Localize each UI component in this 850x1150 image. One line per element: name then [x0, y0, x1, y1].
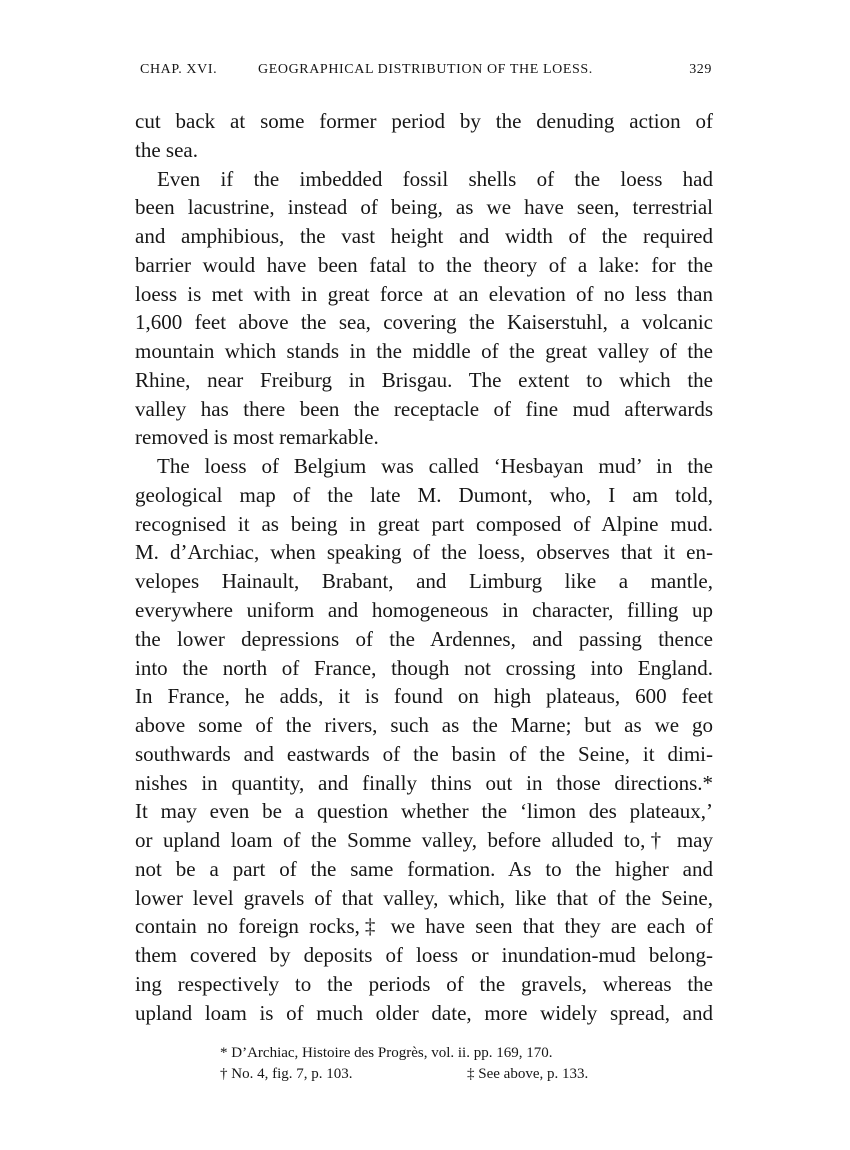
text-line: nishes in quantity, and finally thins out in those directions.* — [135, 770, 713, 795]
footnote-double-dagger: ‡ See above, p. 133. — [467, 1066, 589, 1082]
text-line: valley has there been the receptacle of fine mud afterwards — [135, 396, 713, 421]
text-line: upland loam is of much older date, more widely spread, and — [135, 1000, 713, 1025]
text-line: the lower depressions of the Ardennes, and passing thence — [135, 626, 713, 651]
footnote-row — [220, 1064, 650, 1085]
text-line: Rhine, near Freiburg in Brisgau. The extent to which the — [135, 367, 713, 392]
text-line: them covered by deposits of loess or inundation-mud belong- — [135, 943, 713, 968]
footnote-dagger: † No. 4, fig. 7, p. 103. — [220, 1066, 353, 1082]
text-line: velopes Hainault, Brabant, and Limburg like a mantle, — [135, 569, 713, 594]
footnote-star: * D’Archiac, Histoire des Progrès, vol. ii. pp. 169, 170. — [220, 1045, 553, 1061]
chapter-title: GEOGRAPHICAL DISTRIBUTION OF THE LOESS. — [258, 62, 593, 77]
text-line: above some of the rivers, such as the Marne; but as we go — [135, 713, 713, 738]
text-line: barrier would have been fatal to the theory of a lake: for the — [135, 252, 713, 277]
running-header — [140, 62, 712, 84]
text-line: southwards and eastwards of the basin of the Seine, it dimi- — [135, 741, 713, 766]
text-line: Even if the imbedded fossil shells of the loess had — [157, 166, 713, 191]
text-line: loess is met with in great force at an elevation of no less than — [135, 281, 713, 306]
chapter-label: CHAP. XVI. — [140, 62, 218, 77]
text-line: or upland loam of the Somme valley, before alluded to,† may — [135, 828, 713, 853]
text-line: into the north of France, though not crossing into England. — [135, 655, 713, 680]
text-line: The loess of Belgium was called ‘Hesbayan mud’ in the — [157, 454, 713, 479]
footnotes — [220, 1043, 650, 1085]
text-line: geological map of the late M. Dumont, who, I am told, — [135, 482, 713, 507]
page-number: 329 — [689, 62, 712, 77]
text-line: and amphibious, the vast height and width of the required — [135, 224, 713, 249]
text-line: the sea. — [135, 137, 198, 162]
text-line: It may even be a question whether the ‘limon des plateaux,’ — [135, 799, 713, 824]
text-line: been lacustrine, instead of being, as we have seen, terrestrial — [135, 195, 713, 220]
text-line: ing respectively to the periods of the gravels, whereas the — [135, 971, 713, 996]
text-line: not be a part of the same formation. As to the higher and — [135, 856, 713, 881]
text-line: everywhere uniform and homogeneous in character, filling up — [135, 598, 713, 623]
footnote-row — [220, 1043, 650, 1064]
text-line: mountain which stands in the middle of the great valley of the — [135, 339, 713, 364]
text-line: removed is most remarkable. — [135, 425, 379, 450]
text-line: cut back at some former period by the denuding action of — [135, 109, 713, 133]
text-line: In France, he adds, it is found on high plateaus, 600 feet — [135, 684, 713, 709]
text-line: recognised it as being in great part composed of Alpine mud. — [135, 511, 713, 536]
text-line: lower level gravels of that valley, which, like that of the Seine, — [135, 885, 713, 910]
text-line: contain no foreign rocks,‡ we have seen that they are each of — [135, 914, 713, 939]
text-line: M. d’Archiac, when speaking of the loess, observes that it en- — [135, 540, 713, 565]
text-line: 1,600 feet above the sea, covering the Kaiserstuhl, a volcanic — [135, 310, 713, 335]
body-text — [135, 107, 713, 1028]
